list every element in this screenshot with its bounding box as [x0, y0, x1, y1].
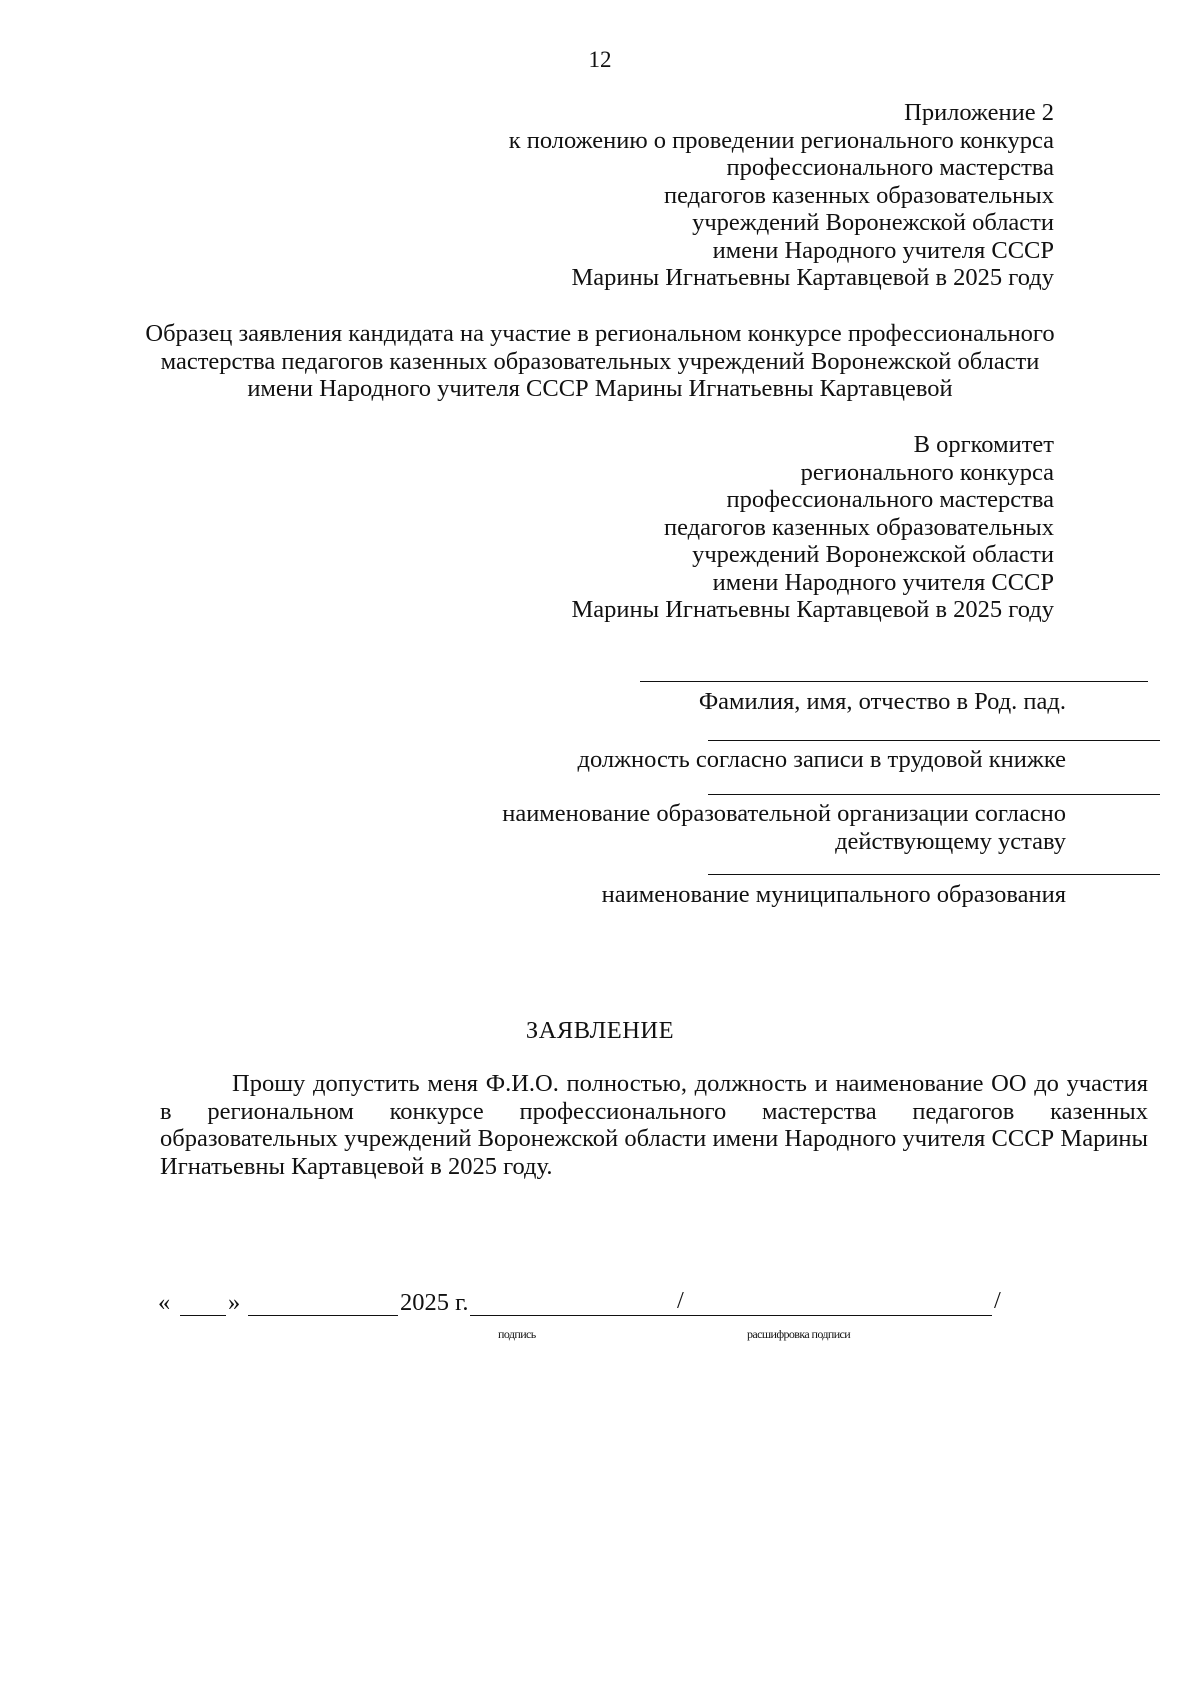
- signature-slash-left: /: [677, 1287, 684, 1314]
- full-name-field-line[interactable]: [640, 681, 1148, 682]
- signature-decoding-field-line[interactable]: [688, 1315, 992, 1316]
- appendix-line: педагогов казенных образовательных: [663, 181, 1054, 209]
- signature-decoding-caption: расшифровка подписи: [747, 1327, 851, 1341]
- signature-row: [158, 1289, 1058, 1349]
- year-text: 2025 г.: [400, 1289, 469, 1316]
- municipality-field-line[interactable]: [708, 874, 1160, 875]
- statement-text: Прошу допустить меня Ф.И.О. полностью, должность и наименование ОО до участия в региональном конкурсе профессионального мастерства педагогов казенных образовательных учреждений Воронежской области имени Народного учителя СССР Марины Игнатьевны Картавцевой в 2025 году.: [160, 1070, 1148, 1180]
- appendix-header: [354, 99, 1054, 292]
- day-field-line[interactable]: [180, 1315, 226, 1316]
- signature-slash-right: /: [994, 1287, 1001, 1314]
- appendix-line: к положению о проведении регионального конкурса: [508, 126, 1054, 154]
- date-open-quote: «: [158, 1289, 171, 1316]
- organization-label-line2: действующему уставу: [835, 828, 1066, 855]
- addressee-line: В оргкомитет: [913, 431, 1054, 458]
- addressee-line: профессионального мастерства: [726, 486, 1054, 513]
- date-close-quote: »: [228, 1289, 241, 1316]
- appendix-line: профессионального мастерства: [726, 154, 1054, 181]
- position-field-line[interactable]: [708, 740, 1160, 741]
- appendix-line: Приложение 2: [904, 99, 1054, 126]
- position-label: должность согласно записи в трудовой книжке: [577, 746, 1066, 773]
- full-name-label: Фамилия, имя, отчество в Род. пад.: [698, 688, 1066, 715]
- appendix-line: имени Народного учителя СССР: [712, 236, 1054, 264]
- appendix-line: учреждений Воронежской области: [692, 209, 1054, 236]
- addressee-line: регионального конкурса: [800, 458, 1054, 486]
- addressee-line: Марины Игнатьевны Картавцевой в 2025 году: [571, 596, 1054, 623]
- sample-title: [100, 320, 1100, 403]
- sample-title-line: имени Народного учителя СССР Марины Игнатьевны Картавцевой: [247, 375, 953, 402]
- appendix-line: Марины Игнатьевны Картавцевой в 2025 году: [571, 264, 1054, 291]
- statement-heading: ЗАЯВЛЕНИЕ: [525, 1017, 675, 1044]
- organization-label-line1: наименование образовательной организации согласно: [502, 800, 1066, 827]
- sample-title-line: Образец заявления кандидата на участие в региональном конкурсе профессионального: [145, 320, 1055, 347]
- page-number: 12: [588, 47, 612, 72]
- sample-title-line: мастерства педагогов казенных образовательных учреждений Воронежской области: [160, 347, 1040, 375]
- month-field-line[interactable]: [248, 1315, 398, 1316]
- organization-field-line[interactable]: [708, 794, 1160, 795]
- addressee-line: педагогов казенных образовательных: [663, 513, 1054, 541]
- signature-caption: подпись: [498, 1327, 536, 1341]
- statement-body: [160, 1070, 1148, 1180]
- addressee-block: [354, 431, 1054, 624]
- municipality-label: наименование муниципального образования: [601, 881, 1066, 908]
- addressee-line: имени Народного учителя СССР: [712, 568, 1054, 596]
- addressee-line: учреждений Воронежской области: [692, 541, 1054, 568]
